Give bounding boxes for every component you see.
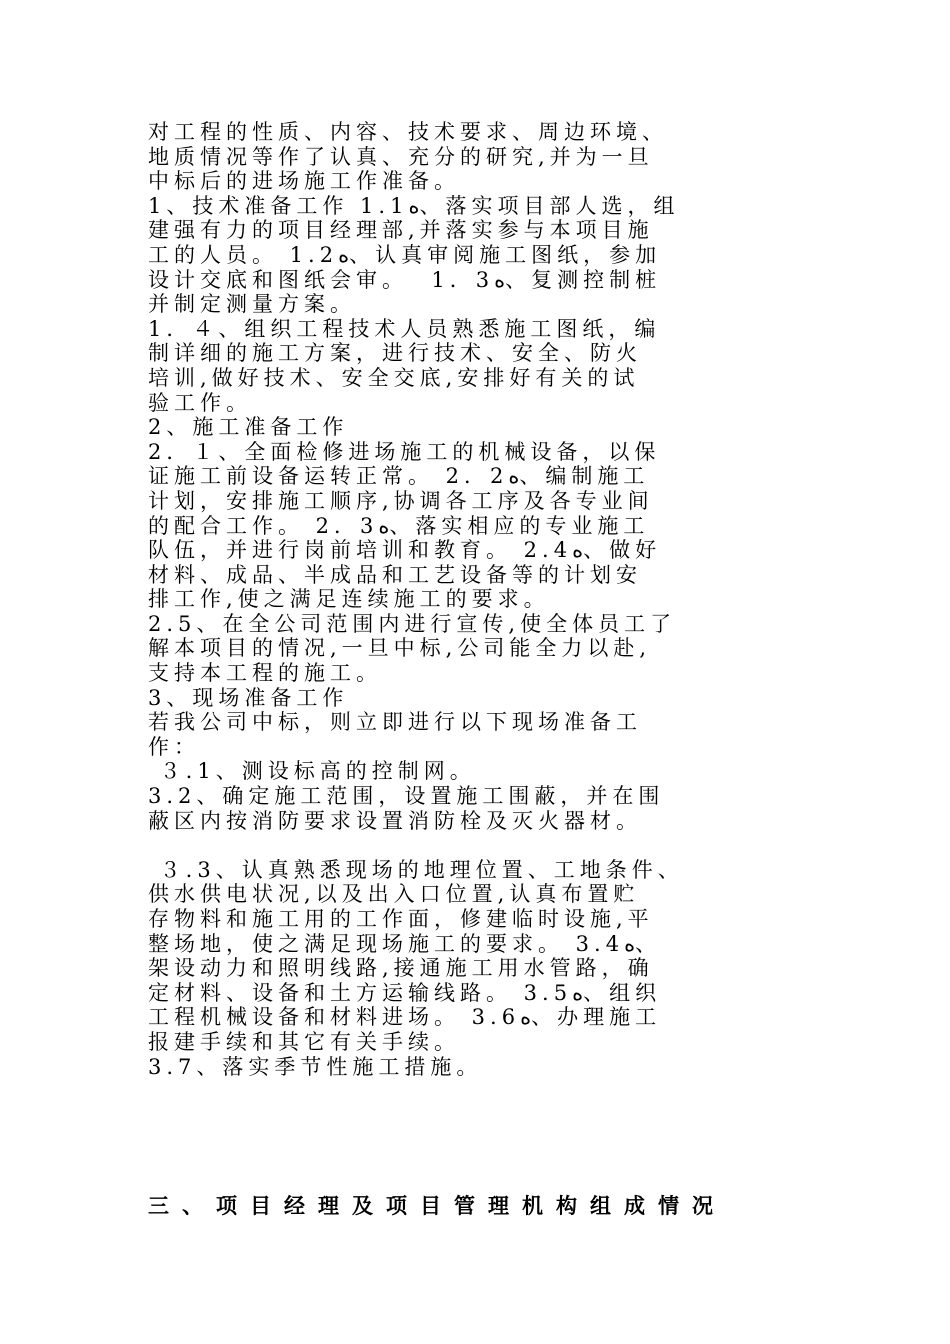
text-line: 支持本工程的施工。 (148, 661, 382, 686)
text-line: 计划，安排施工顺序,协调各工序及各专业间 (148, 488, 654, 513)
text-line: 供水供电状况,以及出入口位置,认真布置贮 (148, 882, 640, 907)
text-line: 1．４、组织工程技术人员熟悉施工图纸，编 (148, 316, 661, 341)
text-line: 报建手续和其它有关手续。 (148, 1029, 460, 1054)
text-line: 3.7、落实季节性施工措施。 (148, 1054, 483, 1079)
text-line: 3、现场准备工作 (148, 685, 349, 710)
text-line: 工的人员。 1.2ه、认真审阅施工图纸，参加 (148, 242, 662, 267)
text-line: 作： (148, 734, 200, 759)
text-line: 若我公司中标，则立即进行以下现场准备工 (148, 710, 642, 735)
text-line: 存物料和施工用的工作面，修建临时设施,平 (148, 907, 654, 931)
text-line: 验工作。 (148, 390, 252, 415)
text-line: 建强有力的项目经理部,并落实参与本项目施 (148, 218, 654, 243)
text-line: 2.5、在全公司范围内进行宣传,使全体员工了 (148, 611, 677, 636)
text-line: 对工程的性质、内容、技术要求、周边环境、 (148, 120, 668, 144)
text-line: 制详细的施工方案，进行技术、安全、防火 (148, 341, 642, 366)
text-line: 地质情况等作了认真、充分的研究,并为一旦 (148, 144, 654, 169)
text-line: 证施工前设备运转正常。 2．2ه、编制施工 (148, 464, 650, 489)
text-line: 2．１、全面检修进场施工的机械设备，以保 (148, 439, 661, 464)
text-line: 材料、成品、半成品和工艺设备等的计划安 (148, 562, 642, 587)
text-line: 解本项目的情况,一旦中标,公司能全力以赴, (148, 636, 652, 661)
document-body (148, 120, 820, 1079)
text-line: 3.2、确定施工范围，设置施工围蔽，并在围 (148, 784, 665, 809)
text-line: 的配合工作。 2．3ه、落实相应的专业施工 (148, 513, 650, 538)
text-line: 2、施工准备工作 (148, 415, 349, 440)
text-line: ３.3、认真熟悉现场的地理位置、工地条件、 (148, 857, 684, 882)
text-line: 1、技术准备工作 1.1ه、落实项目部人选，组 (148, 193, 680, 218)
text-line: 定材料、设备和土方运输线路。 3.5ه、组织 (148, 980, 662, 1005)
section-heading: 三、项目经理及项目管理机构组成情况 (148, 1193, 726, 1218)
text-line: 排工作,使之满足连续施工的要求。 (148, 587, 550, 612)
text-line: 架设动力和照明线路,接通施工用水管路，确 (148, 956, 654, 981)
blank-line (148, 833, 820, 858)
text-line: 设计交底和图纸会审。 1．3ه、复测控制桩 (148, 267, 662, 292)
text-line: 并制定测量方案。 (148, 292, 356, 317)
text-line: 蔽区内按消防要求设置消防栓及灭火器材。 (148, 808, 642, 833)
text-line: ３.1、测设标高的控制网。 (148, 759, 476, 784)
text-line: 整场地，使之满足现场施工的要求。 3.4ه、 (148, 931, 662, 956)
text-line: 工程机械设备和材料进场。 3.6ه、办理施工 (148, 1005, 662, 1030)
text-line: 队伍，并进行岗前培训和教育。 2.4ه、做好 (148, 538, 662, 563)
text-line: 中标后的进场施工作准备。 (148, 169, 460, 194)
text-line: 培训,做好技术、安全交底,安排好有关的试 (148, 365, 640, 390)
